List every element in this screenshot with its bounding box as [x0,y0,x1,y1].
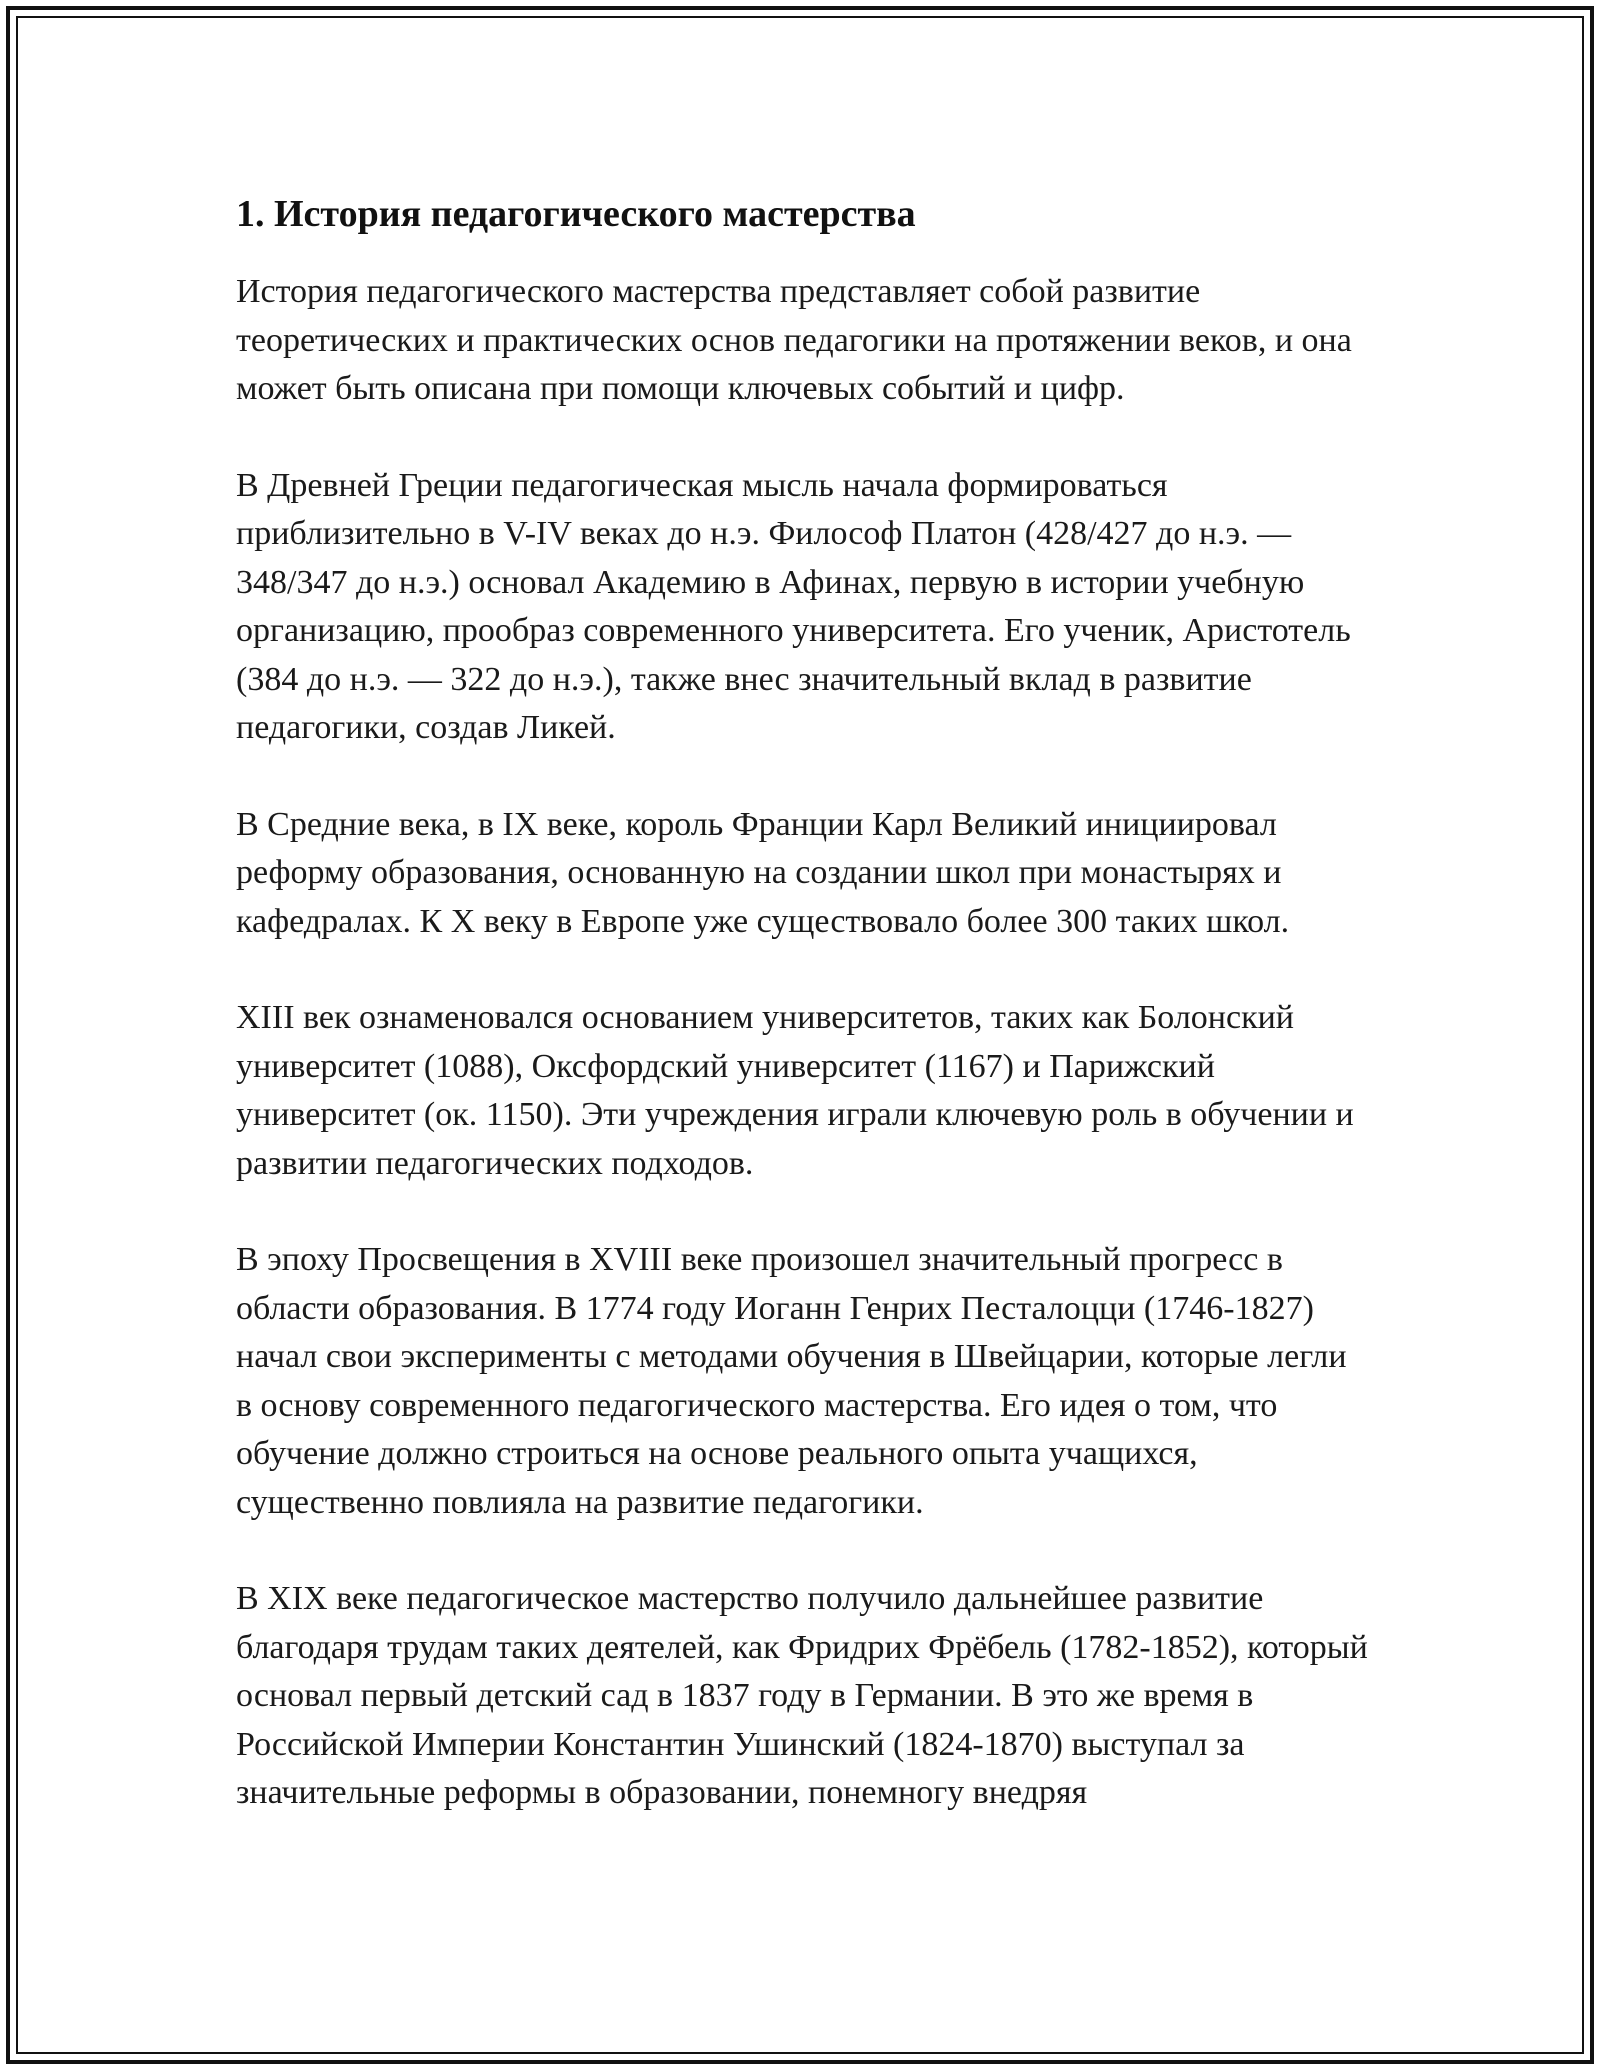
document-body [236,188,1371,1866]
paragraph-enlightenment: В эпоху Просвещения в XVIII веке произошел значительный прогресс в области образования. В 1774 году Иоганн Генрих Песталоцци (1746-1827) начал свои эксперименты с методами обучения в Швейцарии, которые легли в основу современного педагогического мастерства. Его идея о том, что обучение должно строиться на основе реального опыта учащихся, существенно повлияла на развитие педагогики. [236,1241,1347,1521]
paragraph-ancient-greece: В Древней Греции педагогическая мысль начала формироваться приблизительно в V-IV веках до н.э. Философ Платон (428/427 до н.э. — 348/347 до н.э.) основал Академию в Афинах, первую в истории учебную организацию, прообраз современного университета. Его ученик, Аристотель (384 до н.э. — 322 до н.э.), также внес значительный вклад в развитие педагогики, создав Ликей. [236,466,1351,746]
paragraph-middle-ages: В Средние века, в IX веке, король Франции Карл Великий инициировал реформу образования, основанную на создании школ при монастырях и кафедралах. К X веку в Европе уже существовало более 300 таких школ. [236,805,1290,940]
section-heading: 1. История педагогического мастерства [236,193,916,235]
paragraph-universities: XIII век ознаменовался основанием университетов, таких как Болонский университет (1088), Оксфордский университет (1167) и Парижский университет (ок. 1150). Эти учреждения играли ключевую роль в обучении и развитии педагогических подходов. [236,999,1354,1182]
paragraph-nineteenth-century: В XIX веке педагогическое мастерство получило дальнейшее развитие благодаря трудам таких деятелей, как Фридрих Фрёбель (1782-1852), который основал первый детский сад в 1837 году в Германии. В это же время в Российской Империи Константин Ушинский (1824-1870) выступал за значительные реформы в образовании, понемногу внедряя [236,1580,1368,1811]
paragraph-intro: История педагогического мастерства представляет собой развитие теоретических и практических основ педагогики на протяжении веков, и она может быть описана при помощи ключевых событий и цифр. [236,273,1352,407]
